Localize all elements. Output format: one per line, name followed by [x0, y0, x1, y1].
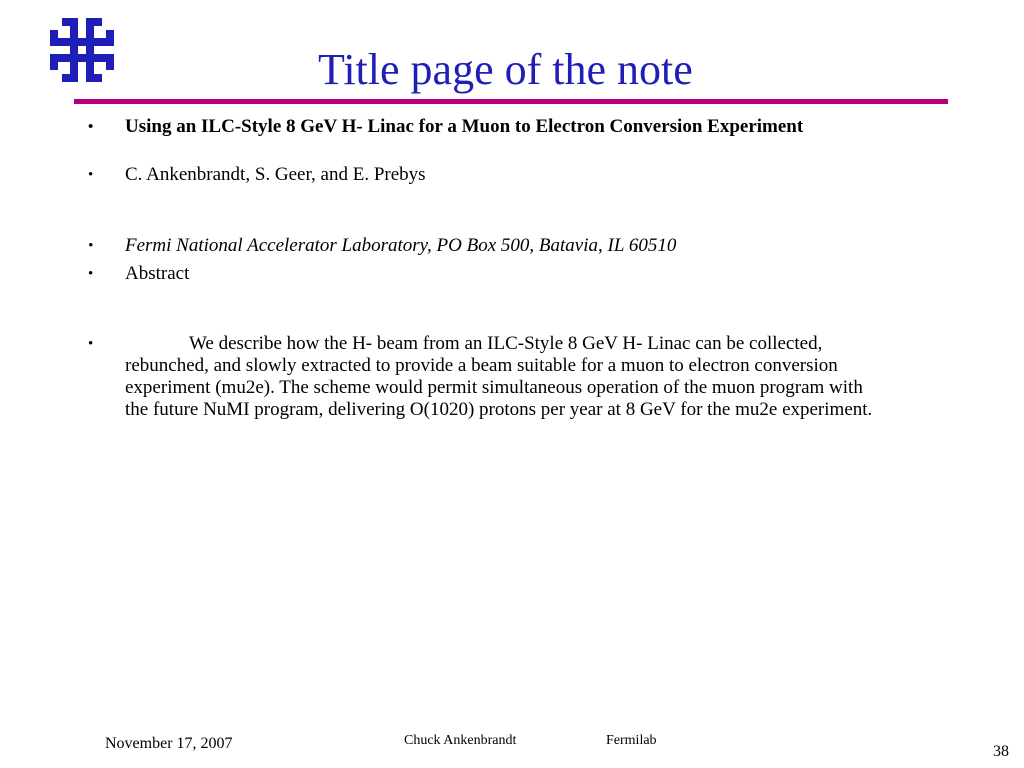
fermilab-logo-icon	[50, 18, 114, 82]
slide-title: Title page of the note	[318, 45, 693, 94]
authors: C. Ankenbrandt, S. Geer, and E. Prebys	[125, 164, 426, 185]
bullet-icon: •	[88, 238, 94, 254]
paper-title: Using an ILC-Style 8 GeV H- Linac for a Muon to Electron Conversion Experiment	[125, 116, 804, 137]
bullet-icon: •	[88, 119, 94, 135]
abstract-heading: Abstract	[125, 263, 190, 284]
footer-date: November 17, 2007	[105, 735, 233, 752]
list-item-authors	[88, 164, 878, 186]
list-item-abstract-heading	[88, 263, 878, 285]
bullet-icon: •	[88, 266, 94, 282]
page-number: 38	[993, 743, 1009, 760]
list-item-affiliation	[88, 235, 878, 257]
bullet-icon: •	[88, 167, 94, 183]
footer-author: Chuck Ankenbrandt	[404, 733, 517, 748]
list-item-paper-title	[88, 116, 878, 138]
bullet-icon: •	[88, 336, 94, 352]
abstract-body	[125, 333, 878, 421]
affiliation: Fermi National Accelerator Laboratory, PO Box 500, Batavia, IL 60510	[125, 235, 677, 256]
title-divider	[74, 99, 948, 104]
footer-organization: Fermilab	[606, 733, 657, 748]
abstract-text: We describe how the H- beam from an ILC-Style 8 GeV H- Linac can be collected, rebunched, and slowly extracted to provide a beam suitable for a muon to electron conversion experiment (mu2e). The scheme would permit simultaneous operation of the muon program with the future NuMI program, delivering O(1020) protons per year at 8 GeV for the mu2e experiment.	[125, 333, 873, 420]
list-item-abstract-body	[88, 333, 878, 421]
